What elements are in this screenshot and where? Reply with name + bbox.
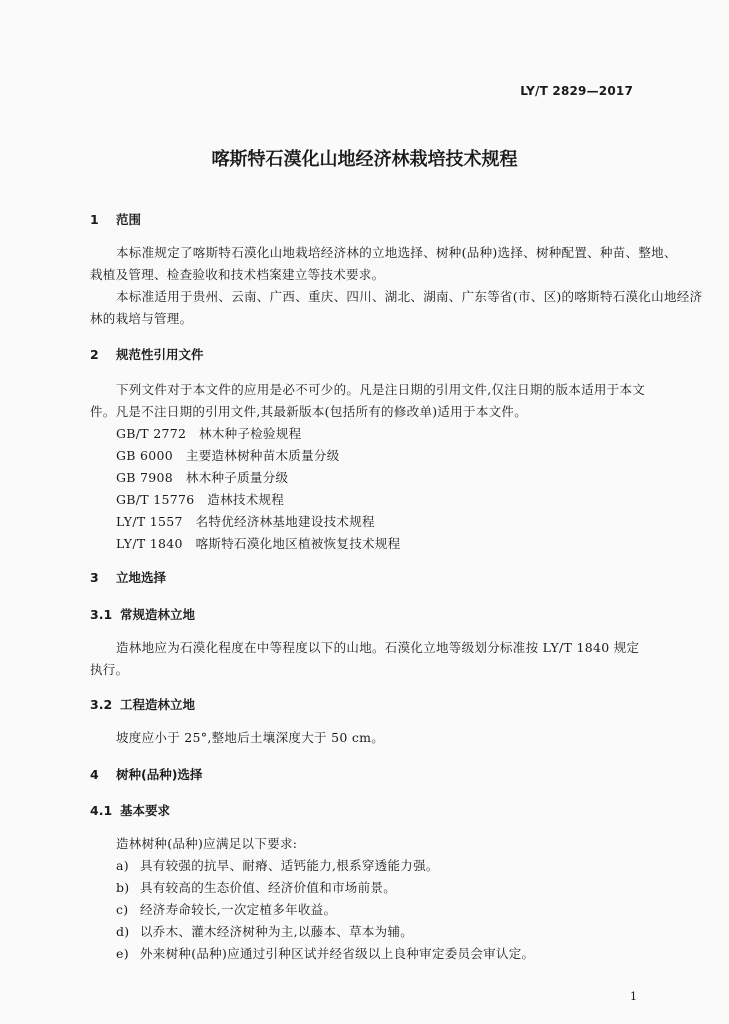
subsection-3-1-heading xyxy=(90,605,195,623)
subsection-number: 3.1 xyxy=(90,607,113,622)
reference-code: LY/T 1557 xyxy=(116,514,183,529)
section-2-heading xyxy=(90,345,204,363)
section-number: 2 xyxy=(90,347,99,362)
list-item-text: 经济寿命较长,一次定植多年收益。 xyxy=(140,902,337,917)
reference-item xyxy=(116,446,340,464)
list-item xyxy=(116,856,439,874)
reference-title: 喀斯特石漠化地区植被恢复技术规程 xyxy=(195,536,401,551)
section-title: 立地选择 xyxy=(116,570,167,585)
paragraph-line: 件。凡是不注日期的引用文件,其最新版本(包括所有的修改单)适用于本文件。 xyxy=(90,404,528,419)
paragraph-line: 本标准适用于贵州、云南、广西、重庆、四川、湖北、湖南、广东等省(市、区)的喀斯特石漠化山地经济 xyxy=(116,289,703,304)
paragraph-line: 执行。 xyxy=(90,662,129,677)
subsection-number: 3.2 xyxy=(90,697,113,712)
paragraph-line: 本标准规定了喀斯特石漠化山地栽培经济林的立地选择、树种(品种)选择、树种配置、种苗、整地、 xyxy=(116,245,677,260)
list-marker: d) xyxy=(116,924,130,939)
list-marker: b) xyxy=(116,880,130,895)
list-marker: a) xyxy=(116,858,129,873)
section-4-heading xyxy=(90,765,202,783)
list-item-text: 外来树种(品种)应通过引种区试并经省级以上良种审定委员会审认定。 xyxy=(140,946,535,961)
subsection-3-2-heading xyxy=(90,695,195,713)
reference-item xyxy=(116,490,284,508)
reference-title: 造林技术规程 xyxy=(207,492,285,507)
section-title: 规范性引用文件 xyxy=(116,347,204,362)
reference-code: GB/T 2772 xyxy=(116,426,187,441)
section-number: 4 xyxy=(90,767,99,782)
paragraph-line: 林的栽培与管理。 xyxy=(90,311,193,326)
reference-title: 林木种子质量分级 xyxy=(185,470,289,485)
list-item-text: 具有较强的抗旱、耐瘠、适钙能力,根系穿透能力强。 xyxy=(140,858,439,873)
paragraph-line: 造林树种(品种)应满足以下要求: xyxy=(116,836,298,851)
reference-code: LY/T 1840 xyxy=(116,536,183,551)
subsection-title: 常规造林立地 xyxy=(120,607,196,622)
paragraph-line: 下列文件对于本文件的应用是必不可少的。凡是注日期的引用文件,仅注日期的版本适用于本文 xyxy=(116,382,646,397)
reference-title: 名特优经济林基地建设技术规程 xyxy=(195,514,375,529)
document-title: 喀斯特石漠化山地经济林栽培技术规程 xyxy=(211,149,518,170)
reference-title: 主要造林树种苗木质量分级 xyxy=(185,448,340,463)
section-number: 3 xyxy=(90,570,99,585)
section-title: 范围 xyxy=(116,212,142,227)
reference-code: GB 6000 xyxy=(116,448,174,463)
section-3-heading xyxy=(90,568,166,586)
subsection-number: 4.1 xyxy=(90,803,113,818)
list-item-text: 以乔木、灌木经济树种为主,以藤本、草本为辅。 xyxy=(140,924,414,939)
reference-item xyxy=(116,512,375,530)
paragraph-line: 坡度应小于 25°,整地后土壤深度大于 50 cm。 xyxy=(116,730,385,745)
list-marker: e) xyxy=(116,946,129,961)
list-item-text: 具有较高的生态价值、经济价值和市场前景。 xyxy=(140,880,397,895)
subsection-4-1-heading xyxy=(90,801,170,819)
paragraph-line: 栽植及管理、检查验收和技术档案建立等技术要求。 xyxy=(90,267,385,282)
standard-code: LY/T 2829—2017 xyxy=(520,84,633,98)
list-item xyxy=(116,922,413,940)
subsection-title: 基本要求 xyxy=(120,803,171,818)
reference-item xyxy=(116,468,288,486)
section-title: 树种(品种)选择 xyxy=(116,767,203,782)
section-1-heading xyxy=(90,210,141,228)
reference-item xyxy=(116,534,400,552)
reference-code: GB 7908 xyxy=(116,470,174,485)
list-marker: c) xyxy=(116,902,129,917)
section-number: 1 xyxy=(90,212,99,227)
subsection-title: 工程造林立地 xyxy=(120,697,196,712)
paragraph-line: 造林地应为石漠化程度在中等程度以下的山地。石漠化立地等级划分标准按 LY/T 1840 规定 xyxy=(116,640,640,655)
reference-item xyxy=(116,424,301,442)
list-item xyxy=(116,944,534,962)
page-number: 1 xyxy=(630,990,637,1003)
reference-title: 林木种子检验规程 xyxy=(199,426,302,441)
reference-code: GB/T 15776 xyxy=(116,492,195,507)
list-item xyxy=(116,900,336,918)
list-item xyxy=(116,878,396,896)
